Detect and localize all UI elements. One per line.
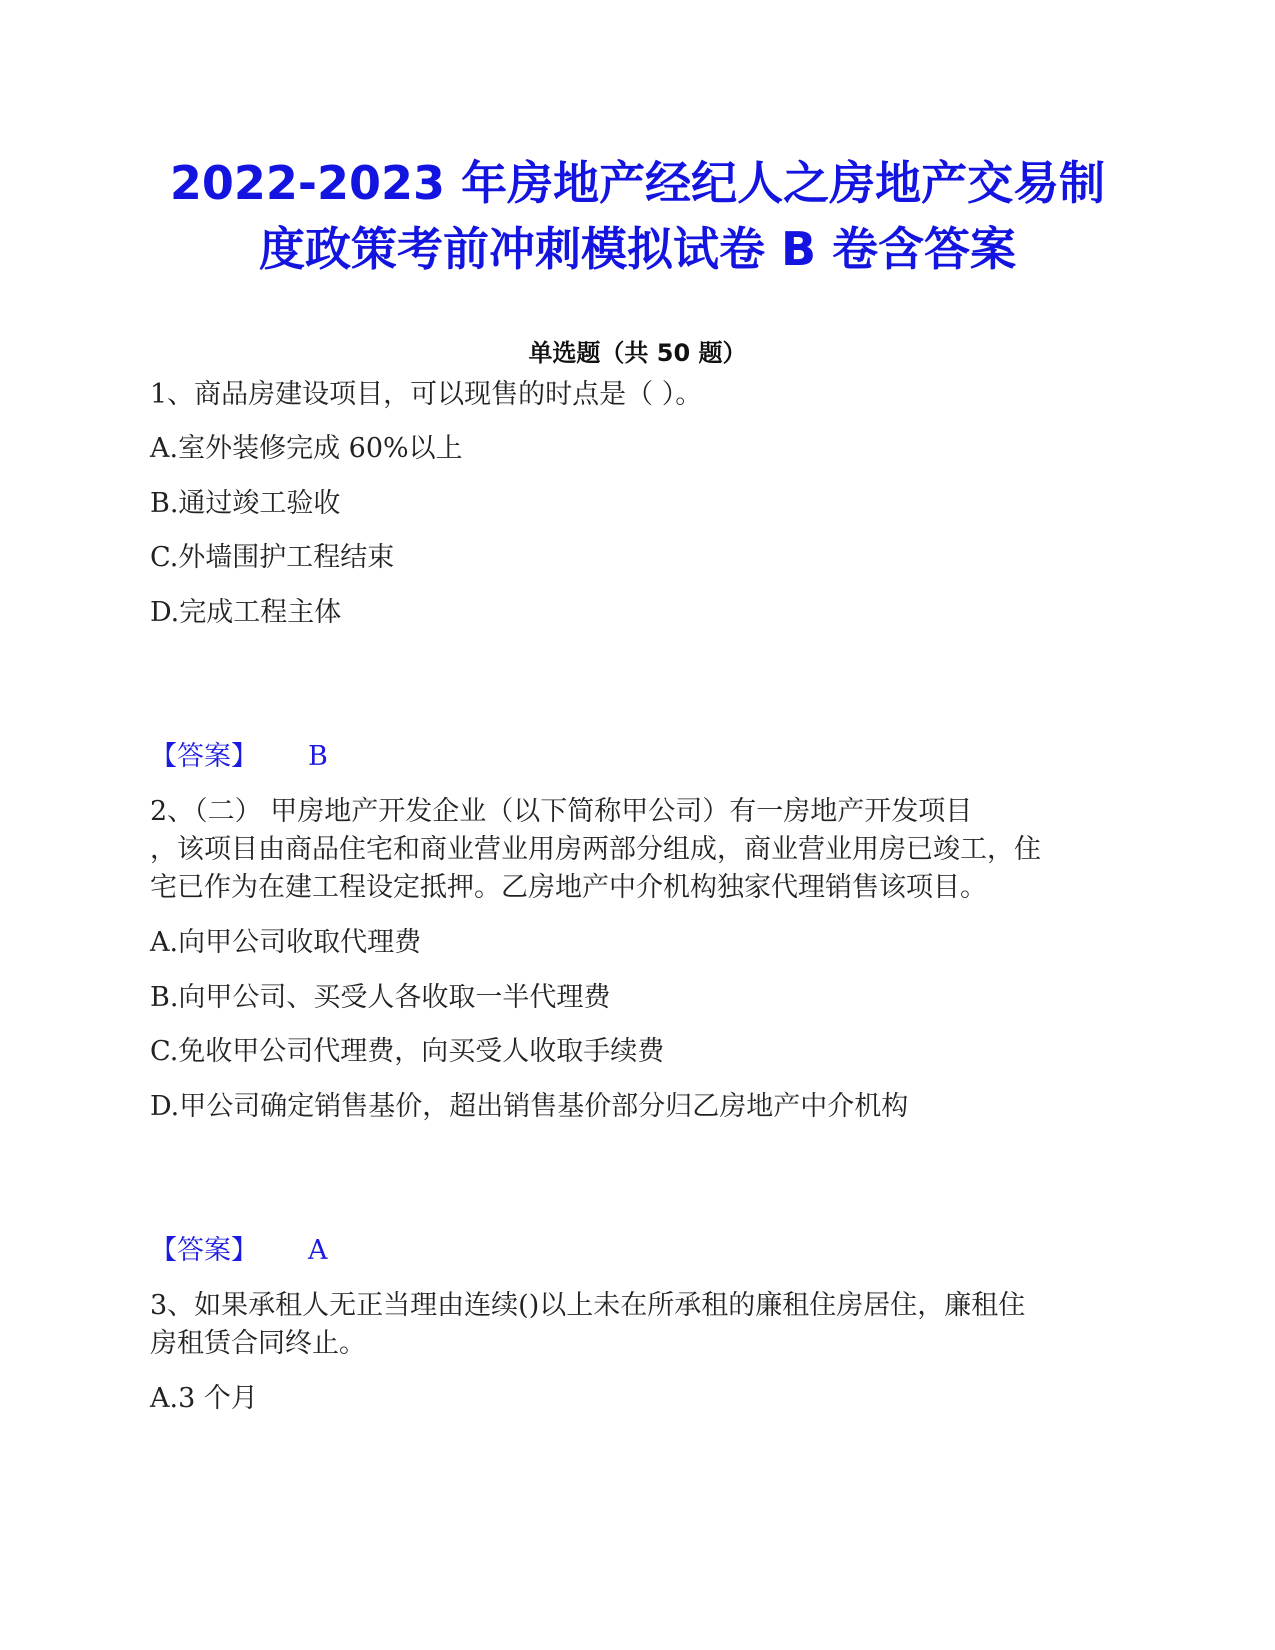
question-1-option-b: B.通过竣工验收 — [150, 488, 341, 519]
question-1-option-a: A.室外装修完成 60%以上 — [150, 433, 463, 464]
question-2-stem-line-1: 2、（二） 甲房地产开发企业（以下简称甲公司）有一房地产开发项目 — [150, 796, 973, 827]
question-3-option-a: A.3 个月 — [150, 1383, 258, 1414]
question-3-stem-line-1: 3、如果承租人无正当理由连续()以上未在所承租的廉租住房居住，廉租住 — [150, 1290, 1026, 1321]
question-2-stem-line-3: 宅已作为在建工程设定抵押。乙房地产中介机构独家代理销售该项目。 — [150, 872, 987, 903]
question-1-option-d: D.完成工程主体 — [150, 597, 342, 628]
question-2-answer — [150, 1231, 328, 1271]
question-2-option-a: A.向甲公司收取代理费 — [150, 927, 422, 958]
answer-value: A — [308, 1235, 328, 1266]
question-1-answer — [150, 737, 328, 777]
question-2-stem-line-2: ，该项目由商品住宅和商业营业用房两部分组成，商业营业用房已竣工，住 — [150, 834, 1041, 865]
question-2-option-d: D.甲公司确定销售基价，超出销售基价部分归乙房地产中介机构 — [150, 1091, 909, 1122]
document-title-line-2: 度政策考前冲刺模拟试卷 B 卷含答案 — [258, 222, 1017, 276]
section-title: 单选题（共 50 题） — [528, 339, 747, 367]
document-title-line-1: 2022-2023 年房地产经纪人之房地产交易制 — [169, 156, 1106, 210]
answer-label: 【答案】 — [150, 741, 258, 772]
answer-value: B — [308, 741, 328, 772]
question-2-option-b: B.向甲公司、买受人各收取一半代理费 — [150, 982, 611, 1013]
document-title — [100, 150, 1175, 282]
question-3-stem-line-2: 房租赁合同终止。 — [150, 1328, 366, 1359]
answer-label: 【答案】 — [150, 1235, 258, 1266]
question-1-option-c: C.外墙围护工程结束 — [150, 542, 395, 573]
question-1-stem: 1、商品房建设项目，可以现售的时点是（ ）。 — [150, 379, 703, 410]
question-2-option-c: C.免收甲公司代理费，向买受人收取手续费 — [150, 1036, 665, 1067]
